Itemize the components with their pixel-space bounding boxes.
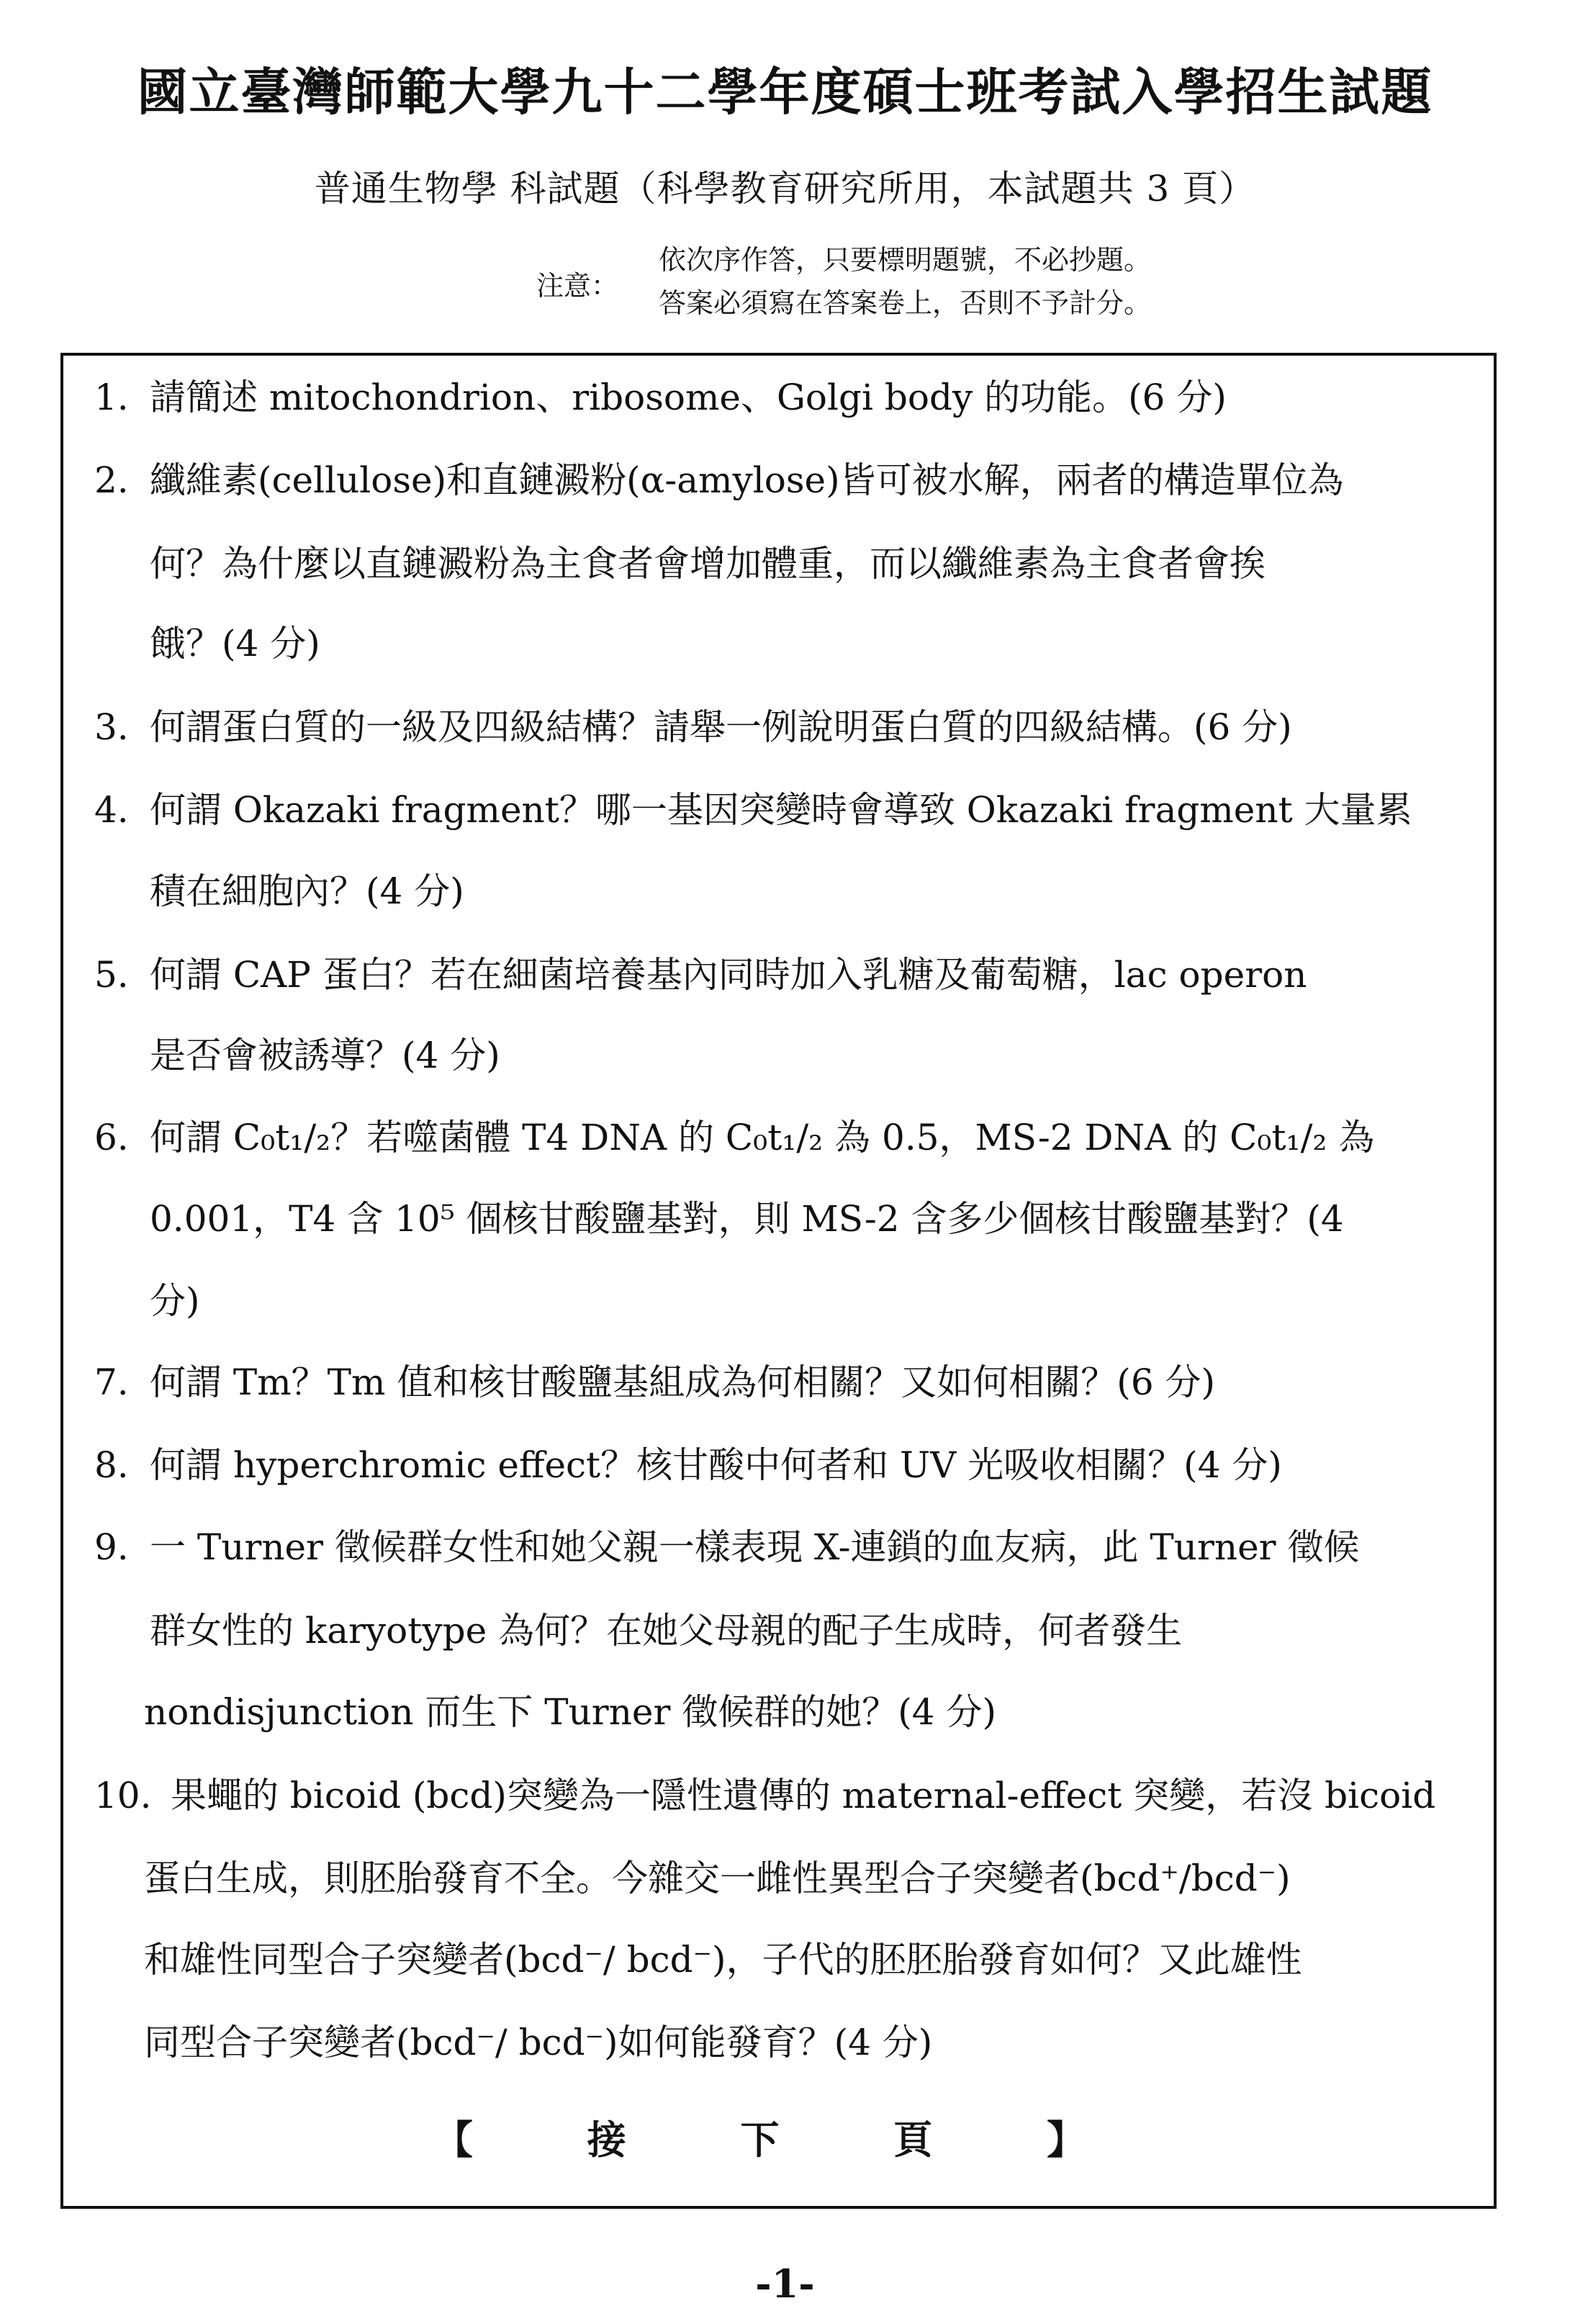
notice-line-1: 依次序作答，只要標明題號，不必抄題。 [659,244,1152,276]
question-number: 10. [94,1775,152,1816]
question-line: nondisjunction 而生下 Turner 徵候群的她？(4 分) [144,1691,997,1733]
question-line: 何謂蛋白質的一級及四級結構？請舉一例說明蛋白質的四級結構。(6 分) [150,706,1292,748]
question-number: 9. [94,1526,129,1568]
question-line: 餓？(4 分) [150,623,320,665]
question-line: 何謂 hyperchromic effect？核甘酸中何者和 UV 光吸收相關？(4 分) [150,1444,1282,1486]
question-line: 何謂 C₀t₁/₂？若噬菌體 T4 DNA 的 C₀t₁/₂ 為 0.5，MS-2 DNA 的 C₀t₁/₂ 為 [150,1117,1375,1158]
question-number: 1. [94,377,129,418]
question-number: 2. [94,459,129,501]
question-line: 群女性的 karyotype 為何？在她父母親的配子生成時，何者發生 [150,1610,1183,1652]
question-line: 果蠅的 bicoid (bcd)突變為一隱性遺傳的 maternal-effect 突變，若沒 bicoid [171,1775,1436,1816]
question-number: 8. [94,1444,129,1486]
question-line: 分) [150,1280,200,1322]
question-line: 蛋白生成，則胚胎發育不全。今雜交一雌性異型合子突變者(bcd⁺/bcd⁻) [144,1857,1291,1899]
notice-line-2: 答案必須寫在答案卷上，否則不予計分。 [659,287,1152,319]
question-number: 4. [94,789,129,831]
question-line: 和雄性同型合子突變者(bcd⁻/ bcd⁻)，子代的胚胚胎發育如何？又此雄性 [144,1939,1302,1981]
question-line: 是否會被誘導？(4 分) [150,1035,500,1076]
question-line: 積在細胞內？(4 分) [150,870,464,912]
question-number: 5. [94,954,129,996]
question-line: 何？為什麼以直鏈澱粉為主食者會增加體重，而以纖維素為主食者會挨 [150,543,1266,585]
next-page-indicator: 【 接 下 頁 】 [433,2117,1137,2163]
question-line: 何謂 Tm？Tm 值和核甘酸鹽基組成為何相關？又如何相關？(6 分) [150,1361,1216,1403]
question-number: 6. [94,1117,129,1158]
exam-subtitle: 普通生物學 科試題（科學教育研究所用，本試題共 3 頁） [314,168,1256,210]
question-line: 一 Turner 徵候群女性和她父親一樣表現 X-連鎖的血友病，此 Turner 徵候 [150,1526,1360,1568]
page-number: -1- [755,2261,815,2307]
question-line: 請簡述 mitochondrion、ribosome、Golgi body 的功能。(6 分) [150,377,1227,418]
question-line: 同型合子突變者(bcd⁻/ bcd⁻)如何能發育？(4 分) [144,2022,933,2063]
question-number: 7. [94,1361,129,1403]
notice-label: 注意： [536,270,619,302]
question-number: 3. [94,706,129,748]
exam-title: 國立臺灣師範大學九十二學年度碩士班考試入學招生試題 [137,62,1433,122]
question-line: 0.001，T4 含 10⁵ 個核甘酸鹽基對，則 MS-2 含多少個核甘酸鹽基對？(4 [150,1198,1344,1240]
question-line: 何謂 CAP 蛋白？若在細菌培養基內同時加入乳糖及葡萄糖，lac operon [150,954,1307,996]
question-line: 何謂 Okazaki fragment？哪一基因突變時會導致 Okazaki fragment 大量累 [150,789,1412,831]
question-line: 纖維素(cellulose)和直鏈澱粉(α-amylose)皆可被水解，兩者的構造單位為 [150,459,1344,501]
